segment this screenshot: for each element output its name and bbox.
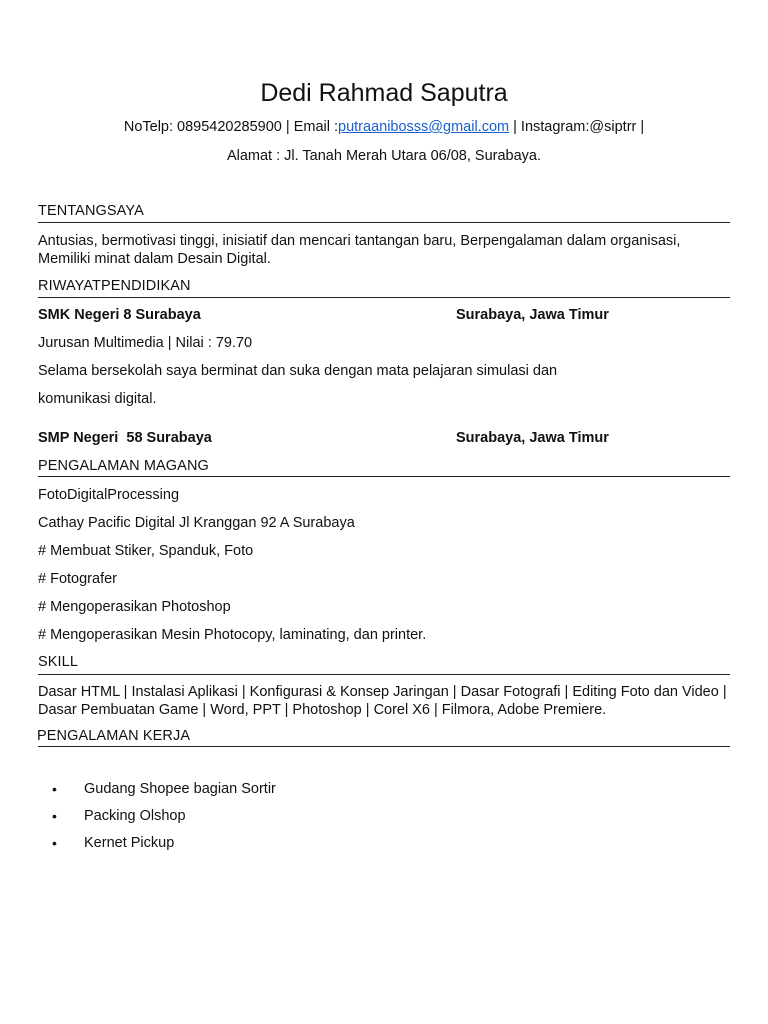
section-divider (38, 222, 730, 223)
work-item: Packing Olshop (84, 808, 186, 824)
email-link[interactable]: putraanibosss@gmail.com (338, 119, 510, 135)
bullet-icon: • (52, 781, 57, 797)
internship-task: # Membuat Stiker, Spanduk, Foto (38, 543, 254, 559)
about-text: Antusias, bermotivasi tinggi, inisiatif dan mencari tantangan baru, Berpengalaman dalam organisasi, Memiliki minat dalam Desain Digital. (38, 233, 681, 267)
school-name-smp: SMP Negeri 58 Surabaya (38, 430, 212, 446)
section-divider (38, 476, 730, 477)
section-divider (38, 297, 730, 298)
section-heading-about: TENTANGSAYA (38, 203, 144, 219)
section-heading-work: PENGALAMAN KERJA (37, 728, 191, 744)
school-location-smk: Surabaya, Jawa Timur (456, 307, 609, 323)
bullet-icon: • (52, 808, 57, 824)
internship-address: Cathay Pacific Digital Jl Kranggan 92 A Surabaya (38, 515, 355, 531)
section-divider (38, 746, 730, 747)
contact-phone-label: NoTelp: 0895420285900 | Email : (123, 119, 339, 135)
contact-instagram: | Instagram:@siptrr | (509, 119, 645, 135)
internship-task: # Mengoperasikan Mesin Photocopy, laminating, dan printer. (38, 627, 427, 643)
section-divider (38, 674, 730, 675)
section-heading-skill: SKILL (38, 654, 78, 670)
section-heading-internship: PENGALAMAN MAGANG (38, 458, 209, 474)
contact-line (0, 118, 768, 136)
work-item: Gudang Shopee bagian Sortir (84, 781, 276, 797)
cv-name-title: Dedi Rahmad Saputra (260, 79, 508, 107)
internship-task: # Fotografer (38, 571, 117, 587)
school-location-smp: Surabaya, Jawa Timur (456, 430, 609, 446)
section-heading-education: RIWAYATPENDIDIKAN (38, 278, 191, 294)
internship-task: # Mengoperasikan Photoshop (38, 599, 231, 615)
address-line: Alamat : Jl. Tanah Merah Utara 06/08, Surabaya. (226, 148, 542, 164)
skill-text: Dasar HTML | Instalasi Aplikasi | Konfigurasi & Konsep Jaringan | Dasar Fotografi | Editing Foto dan Video | Dasar Pembuatan Game | Word, PPT | Photoshop | Corel X6 | Filmora, Adobe Premiere. (38, 684, 727, 718)
internship-company: FotoDigitalProcessing (38, 487, 180, 503)
school-major: Jurusan Multimedia | Nilai : 79.70 (38, 335, 253, 351)
work-item: Kernet Pickup (84, 835, 175, 851)
school-note-line: komunikasi digital. (38, 391, 157, 407)
bullet-icon: • (52, 835, 57, 851)
school-note-line: Selama bersekolah saya berminat dan suka dengan mata pelajaran simulasi dan (38, 363, 558, 379)
school-name-smk: SMK Negeri 8 Surabaya (38, 307, 201, 323)
